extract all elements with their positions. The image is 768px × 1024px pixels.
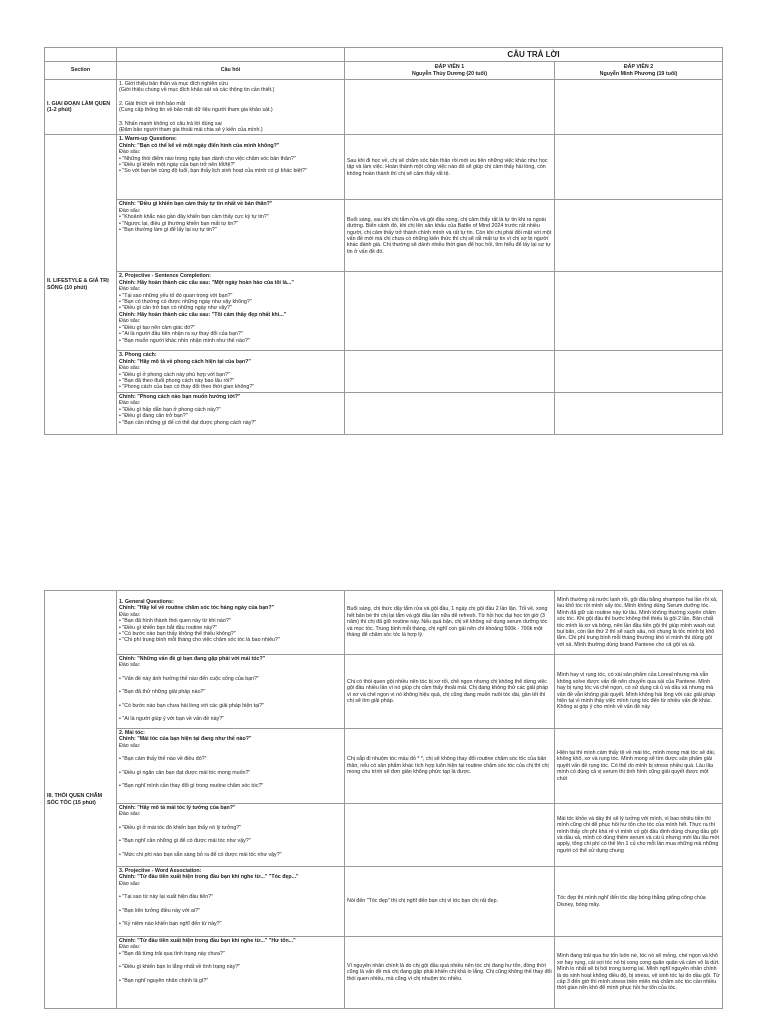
question-line: • "Phong cách của bạn có thay đổi theo thời gian không?" xyxy=(119,384,255,391)
question-line: Chính: "Mái tóc của bạn hiện tại đang như thế nào?" xyxy=(119,736,252,743)
question-cell xyxy=(117,937,345,1009)
question-line: Chính: "Điều gì khiến bạn cảm thấy tự tin nhất về bản thân?" xyxy=(119,201,273,208)
question-cell xyxy=(117,867,345,937)
question-line: (Cung cấp thông tin về bảo mật dữ liệu người tham gia khảo sát.) xyxy=(119,107,273,114)
question-line: • "Bạn cảm thấy thế nào về điều đó?" xyxy=(119,756,207,763)
question-line: • "Bạn nghĩ nguyên nhân chính là gì?" xyxy=(119,977,209,984)
question-line: Đào sâu: xyxy=(119,286,141,293)
question-line: Đào sâu: xyxy=(119,742,141,749)
question-line: • "Ai là người đầu tiên nhận ra sự thay đổi của bạn?" xyxy=(119,331,243,338)
question-line: • "Điều gì ngăn cản bạn đạt được mái tóc mong muốn?" xyxy=(119,769,251,776)
question-line: Chính: "Hãy kể về routine chăm sóc tóc hàng ngày của bạn?" xyxy=(119,605,275,612)
question-line: • "Bạn đã thử những giải pháp nào?" xyxy=(119,689,206,696)
answer-header: CÂU TRẢ LỜI xyxy=(345,48,723,62)
question-line: • "Điều gì tạo nên cảm giác đó?" xyxy=(119,324,195,331)
question-line: 1. Giới thiệu bản thân và mục đích nghiên cứu xyxy=(119,81,228,87)
line-gap xyxy=(119,709,342,716)
question-line: 1. General Questions: xyxy=(119,599,174,605)
question-cell xyxy=(117,272,345,351)
question-line: • "Điều gì đang cản trở bạn?" xyxy=(119,413,188,420)
respondent-1-answer xyxy=(345,392,555,434)
table-row xyxy=(45,729,723,804)
table-row xyxy=(45,804,723,867)
question-line: • "Bạn liên tưởng điều này với ai?" xyxy=(119,907,200,914)
respondent-1-answer: Nói đến "Tóc đẹp" thì chị nghĩ đến bạn chị vì tóc bạn chị rất đẹp. xyxy=(345,867,555,937)
table-row xyxy=(45,135,723,200)
respondent-1-answer xyxy=(345,272,555,351)
question-line: 2. Mái tóc: xyxy=(119,730,145,736)
question-line: • "Bạn cần những gì để có thể đạt được phong cách này?" xyxy=(119,419,257,426)
line-gap xyxy=(119,114,342,121)
line-gap xyxy=(119,887,342,894)
question-line: 2. Giải thích về tính bảo mật xyxy=(119,100,186,107)
question-line: Chính: "Bạn có thể kể về một ngày điển hình của mình không?" xyxy=(119,142,280,149)
question-line: Đào sâu: xyxy=(119,318,141,325)
question-cell xyxy=(117,591,345,655)
question-column-header: Câu hỏi xyxy=(117,62,345,80)
question-cell xyxy=(117,80,345,135)
question-line: • "Vấn đề này ảnh hưởng thế nào đến cuộc sống của bạn?" xyxy=(119,675,259,682)
line-gap xyxy=(119,749,342,756)
question-line: • "Khoảnh khắc nào gần đây khiến bạn cảm thấy cực kỳ tự tin?" xyxy=(119,214,269,221)
respondent-2-answer xyxy=(555,351,723,392)
respondent-2-answer xyxy=(555,392,723,434)
question-line: • "Bạn đã hình thành thói quen này từ khi nào?" xyxy=(119,618,231,625)
question-line: • "Bạn có thường có được những ngày như vậy không?" xyxy=(119,299,252,306)
question-line: • "Ai là người giúp ý với bạn về vấn đề này?" xyxy=(119,716,225,723)
question-line: Chính: Hãy hoàn thành các câu sau: "Tôi cảm thấy đẹp nhất khi..." xyxy=(119,311,287,318)
respondent-2-answer: Mình hay vì rụng tóc, có xài sản phẩm của Loreal nhưng mà vẫn không solve được vấn đề nên chuyển qua sài của Pantene. Mình hay bị rụng tóc và chẻ ngọn, có sử dụng cả ủ và dầu xả nhưng mà vấn đề vẫn không giải quyết. Mình không hài lòng với các giải pháp hiện tại vì mình thấy việc mình rụng tóc đến từ nhiều vấn đề khác. Không ai góp ý cho mình về vấn đề này xyxy=(555,655,723,729)
question-line: • "Mức chi phí nào bạn sẵn sàng bỏ ra để có được mái tóc như vậy?" xyxy=(119,851,282,858)
question-line: 3. Phong cách: xyxy=(119,352,157,359)
table-row xyxy=(45,272,723,351)
question-line: • "Điều gì ở phong cách này phù hợp với bạn?" xyxy=(119,371,230,378)
question-line: 2. Projective - Sentence Completion: xyxy=(119,273,211,280)
respondent-1-title: ĐÁP VIÊN 1 xyxy=(434,64,465,71)
question-line: Chính: "Những vấn đề gì bạn đang gặp phải với mái tóc?" xyxy=(119,656,266,662)
question-line: • "Bạn muốn người khác nhìn nhận mình như thế nào?" xyxy=(119,337,250,344)
respondent-2-answer: Mái tóc khỏe và dày thì sẽ lý tưởng với mình, vì bao nhiêu tiền thì mình cũng chi để phục hồi hư tổn cho tóc của mình hết. Thực ra thì mình thấy chi phí khá rẻ vì mình có gội đầu đinh dùng chung dầu gội và dầu xả, mình có dùng thêm serum và cái ủ nhưng mới lâu lâu mới apply, tổng chi phí có thể lên 1 củ cho mỗi lần mua những mà những người có thể sử dụng chung xyxy=(555,804,723,867)
interview-table-part-1 xyxy=(44,47,723,435)
question-line: Đào sâu: xyxy=(119,811,141,818)
respondent-1-answer: Buổi sáng, sau khi chị tắm rửa và gội đầu xong, chị cảm thấy rất là tự tin khi ra ngoài đường. Biến cảnh đó, khi chị lên sân khấu của Battle of Mind 2024 trước rất nhiều người, chị cảm thấy trở thành chính mình và rất tự tin. Còn khi chị phải đối mặt với một vấn đề mới mà chị chưa có những kiến thức thì chị sẽ rất mất tự tin vì chị sợ bị người khác đánh giá. Chị thường sẽ dành nhiều thời gian để học hỏi, tìm hiểu để lấy lại sự tự tin ở vấn đề đó. xyxy=(345,200,555,272)
question-line: Chính: "Hãy mô tả về phong cách hiện tại của bạn?" xyxy=(119,358,251,365)
respondent-2-answer xyxy=(555,272,723,351)
respondent-1-answer: Vì nguyên nhân chính là do chị gội đầu quá nhiều nên tóc chị đang hư tổn, đồng thời cũng là vấn đề mà chị đang gặp phải khiến chị khá lo lắng. Chị cũng không thể thay đổi thói quen nhiều, mà cũng vì chị nhuộm tóc nhiều. xyxy=(345,937,555,1009)
question-line: • "Điều gì cản trở bạn có những ngày như vậy?" xyxy=(119,305,232,312)
question-line: Đào sâu: xyxy=(119,365,141,372)
question-line: Đào sâu: xyxy=(119,611,141,618)
line-gap xyxy=(119,818,342,825)
section-column-header: Section xyxy=(45,62,117,80)
question-cell xyxy=(117,135,345,200)
respondent-1-answer xyxy=(345,80,555,135)
respondent-2-answer xyxy=(555,135,723,200)
respondent-2-answer: Mình thường xả nước lạnh rồi, gội đầu bằng shampoo hai lần rồi xả, lau khô tóc rồi mình sấy tóc. Mình không dùng Serum dưỡng tóc. Mình đã giữ cái routine này từ lâu. Mình không thường xuyên chăm sóc tóc. Khi gội đầu thì bước không thể thiếu là gội 2 lần. Bản chất tóc mình là xơ và bóng, nên lần đầu tiên gội thì giúp mình wash out bụi bẩn, còn lần thứ 2 thì sẽ sạch sâu, nói chung là tóc mình bị khô lắm. Chi phí trung bình mỗi tháng thường khó vì mình thì dùng gội với xả. Mình thường dùng brand Pantene cho cả gội và xả. xyxy=(555,591,723,655)
question-line: 3. Nhấn mạnh không có câu trả lời đúng sai xyxy=(119,120,222,127)
line-gap xyxy=(119,845,342,852)
question-cell xyxy=(117,200,345,272)
question-line: • "Điều gì ở mái tóc đó khiến bạn thấy nó lý tưởng?" xyxy=(119,824,242,831)
empty-corner-cell xyxy=(117,48,345,62)
question-line: Chính: "Hãy mô tả mái tóc lý tưởng của bạn?" xyxy=(119,805,236,811)
line-gap xyxy=(119,94,342,101)
respondent-1-answer: Chị sắp đi nhuộm tóc màu đỏ * *, chị sẽ không thay đổi routine chăm sóc tóc của bản thân, nếu có sản phẩm khác tích hợp luôn hiện tại routine chăm sóc tóc của chị thì chị mong chu trình sẽ đơn giản không phức tạp là được. xyxy=(345,729,555,804)
question-cell xyxy=(117,804,345,867)
table-row xyxy=(45,937,723,1009)
respondent-2-name: Nguyễn Minh Phương (19 tuổi) xyxy=(599,70,678,77)
question-line: Đào sâu: xyxy=(119,400,141,407)
question-line: Chính: Hãy hoàn thành các câu sau: "Một ngày hoàn hảo của tôi là..." xyxy=(119,279,294,286)
question-line: • "Điều gì khiến bạn bắt đầu routine này?" xyxy=(119,624,218,631)
table-row xyxy=(45,392,723,434)
question-line: Đào sâu: xyxy=(119,662,141,669)
question-cell xyxy=(117,729,345,804)
question-line: • "Bạn thường làm gì để lấy lại sự tự tin?" xyxy=(119,227,217,234)
section-cell: I. GIAI ĐOẠN LÀM QUEN (1-2 phút) xyxy=(45,80,117,135)
table-row xyxy=(45,80,723,135)
question-line: • "Những thói điểm nào trong ngày bạn dành cho việc chăm sóc bản thân?" xyxy=(119,155,296,162)
line-gap xyxy=(119,914,342,921)
line-gap xyxy=(119,971,342,978)
respondent-1-name: Nguyễn Thùy Dương (20 tuổi) xyxy=(412,70,487,77)
question-line: • "Bạn nghĩ mình cần thay đổi gì trong routine chăm sóc tóc?" xyxy=(119,783,264,790)
respondent-1-answer xyxy=(345,351,555,392)
question-line: Chính: "Từ đầu tiên xuất hiện trong đầu bạn khi nghe từ..." "Tóc đẹp..." xyxy=(119,874,299,881)
line-gap xyxy=(119,592,342,599)
question-line: Đào sâu: xyxy=(119,944,141,951)
question-line: • "Có bước nào bạn chưa hài lòng với các giải pháp hiện tại?" xyxy=(119,702,265,709)
question-line: • "Bạn nghĩ cần những gì để có được mái tóc như vậy?" xyxy=(119,838,251,845)
question-line: • "Ngược lại, điều gì thường khiến bạn mất tự tin?" xyxy=(119,220,239,227)
respondent-2-header xyxy=(555,62,723,80)
interview-table-part-2 xyxy=(44,590,723,1009)
table-row xyxy=(45,867,723,937)
respondent-1-header xyxy=(345,62,555,80)
question-line: 1. Warm-up Questions: xyxy=(119,136,177,143)
question-line: • "So với bạn bè cùng độ tuổi, bạn thấy lịch sinh hoạt của mình có gì khác biệt?" xyxy=(119,168,307,175)
section-cell: III. THÓI QUEN CHĂM SÓC TÓC (15 phút) xyxy=(45,591,117,1009)
table-row xyxy=(45,591,723,655)
question-cell xyxy=(117,351,345,392)
question-cell xyxy=(117,392,345,434)
question-line: Chính: "Từ đầu tiên xuất hiện trong đầu bạn khi nghe từ..." "Hư tổn..." xyxy=(119,938,296,944)
table-row xyxy=(45,655,723,729)
question-line: • "Kỷ niệm nào khiến bạn nghĩ đến từ này?" xyxy=(119,921,222,928)
line-gap xyxy=(119,901,342,908)
respondent-2-title: ĐÁP VIÊN 2 xyxy=(623,64,654,71)
respondent-1-answer: Buổi sáng, chị thức dậy tắm rửa và gội đầu, 1 ngày chị gội đầu 2 lần lận. Tối về, xong hết bản bè thì chị lại tắm và gội đầu lần nữa để refresh. Từ hồi học đại học tới giờ (3 năm) thì chị đã giữ routine này. Nếu quá bận, chị sẽ không sử dụng serum dưỡng tóc và mọc tóc. Trung bình mỗi tháng, chị nghĩ con gái nên chi khoảng 500k - 700k một tháng để chăm sóc tóc là hợp lý. xyxy=(345,591,555,655)
line-gap xyxy=(119,696,342,703)
table-row xyxy=(45,200,723,272)
line-gap xyxy=(119,669,342,676)
question-line: • "Chi phí trung bình mỗi tháng cho việc chăm sóc tóc là bao nhiêu?" xyxy=(119,637,280,644)
section-cell: II. LIFESTYLE & GIÁ TRỊ SỐNG (10 phút) xyxy=(45,135,117,434)
table-row xyxy=(45,351,723,392)
respondent-1-answer: Sau khi đi học về, chị sẽ chăm sóc bản thân rồi mới ưu tiên những việc khác như học tập và làm việc. Hoàn thành một công việc nào đó sẽ giúp chị cảm thấy hài lòng, còn không hoàn thành thì chị sẽ cảm thấy rất tệ. xyxy=(345,135,555,200)
respondent-2-answer: Mình đang trải qua hư tổn luôn nè, tóc nó sẽ mỏng, chẻ ngọn và khô xơ hay rụng, cái sợi tóc nó bị cong cong quăn quăn và cảm vô là dứt. Mình lo nhất sẽ bị hói trong tương lai. Mình nghĩ nguyên nhân chính là do sinh hoạt không điều độ, bị stress, vệ sinh tóc lại do dầu gội. Từ cấp 3 đến giờ thì mình stress triền miên mà chăm sóc tóc cần nhiều thời gian nên khó để mình phục hồi hư tổn của tóc. xyxy=(555,937,723,1009)
question-line: (Giới thiệu chung về mục đích khảo sát và các thông tin cần thiết.) xyxy=(119,87,275,94)
question-line: 3. Projective - Word Association: xyxy=(119,868,202,874)
respondent-2-answer: Hiện tại thì mình cảm thấy tệ về mái tóc, mình mong mái tóc sẽ dài, không khô, xơ và rụng tóc. Mình mong sẽ tìm được sản phẩm giải quyết vấn đề rụng tóc. Có thể do mình bị stress nhiều quá. Lâu lâu mình có dùng cả vị serum thì tình hình cũng giải quyết được một chút xyxy=(555,729,723,804)
question-line: • "Bạn đã theo đuổi phong cách này bao lâu rồi?" xyxy=(119,378,235,385)
question-line: • "Điều gì khiến bạn lo lắng nhất về tình trạng này?" xyxy=(119,964,241,971)
line-gap xyxy=(119,763,342,770)
question-line: • "Tại sao những yếu tố đó quan trọng với bạn?" xyxy=(119,292,233,299)
question-line: • "Có bước nào bạn thấy không thể thiếu không?" xyxy=(119,631,236,638)
question-line: • "Điều gì khiến một ngày của bạn trở nên tốt/tệ?" xyxy=(119,162,236,169)
question-line: • "Điều gì hấp dẫn bạn ở phong cách này?" xyxy=(119,406,221,413)
respondent-2-answer xyxy=(555,80,723,135)
empty-corner-cell xyxy=(45,48,117,62)
question-line: • "Tại sao từ này lại xuất hiện đầu tiên?" xyxy=(119,894,213,901)
question-line: Đào sâu: xyxy=(119,149,141,156)
question-line: Chính: "Phong cách nào bạn muốn hướng tới?" xyxy=(119,393,241,400)
respondent-2-answer: Tóc đẹp thì mình nghĩ đến tóc dày bóng thẳng giống công chúa Disney, bóng mây. xyxy=(555,867,723,937)
respondent-2-answer xyxy=(555,200,723,272)
respondent-1-answer: Chị có thói quen gội nhiều nên tóc bị xơ rối, chẻ ngọn nhưng chị không thể dừng việc gội đầu nhiều lần vì nó giúp chị cảm thấy thoải mái. Chị đang không thử các giải pháp vì xơ và chẻ ngọn vì nó không hiệu quả, chị cũng đang muốn nuôi tóc dài, gần tết thì chị sẽ tìm giải pháp. xyxy=(345,655,555,729)
question-line: • "Bạn đã từng trải qua tình trạng này chưa?" xyxy=(119,950,225,957)
respondent-1-answer xyxy=(345,804,555,867)
question-cell xyxy=(117,655,345,729)
question-line: Đào sâu: xyxy=(119,880,141,887)
question-line: Đào sâu: xyxy=(119,207,141,214)
line-gap xyxy=(119,776,342,783)
question-line: (Đảm bảo người tham gia thoải mái chia sẻ ý kiến của mình.) xyxy=(119,127,263,134)
